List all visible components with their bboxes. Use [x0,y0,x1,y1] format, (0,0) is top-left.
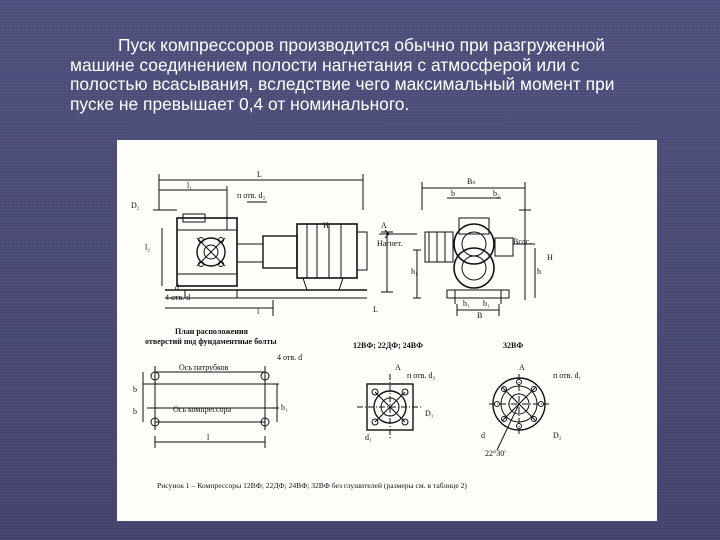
front-vsas: Всас. [513,237,532,246]
dim-d: d [175,283,179,292]
flange2-angle: 22°30′ [485,449,506,458]
dim-l1: l₁ [187,181,193,190]
flange2-A: A [519,363,525,372]
flange2-d: d [481,431,485,440]
front-b1-second: b₁ [483,299,490,308]
flange1-D1: D₁ [425,409,434,418]
front-H: H [547,253,553,262]
front-B: B [477,311,483,320]
plan-holes: 4 отв. d [277,353,303,362]
front-A: A [381,221,387,230]
front-b: b [451,189,455,198]
plan-b1: b₁ [281,403,288,412]
plan-title-2: отверстий под фундаментные болты [145,337,277,346]
front-L: L [373,305,378,314]
plan-axis-pipes: Ось патрубков [179,363,229,372]
slide-paragraph [70,36,710,114]
flange2-holes: п отв. d₁ [553,371,582,380]
front-Bn: Bₙ [467,177,476,186]
flange1-models: 12ВФ; 22ДФ; 24ВФ [353,341,424,350]
flange1-d1: d₁ [365,433,372,442]
plan-title-1: План расположения [175,327,248,336]
dim-l2: l₂ [145,243,151,252]
dim-D2: D₂ [131,201,140,210]
compressor-drawing [117,140,657,521]
flange2-D2: D₂ [553,431,562,440]
paragraph-line: пуске не превышает 0,4 от номинального. [70,93,410,114]
front-b2: b₂ [493,189,500,198]
plan-l: l [207,433,210,442]
dim-L: L [257,170,262,179]
dim-H: H [323,221,329,230]
flange2-model: 32ВФ [503,341,524,350]
plan-axis-comp: Ось компрессора [173,405,232,414]
drawing-svg [117,140,657,521]
plan-b-low: b [133,407,137,416]
flange1-holes: п отв. d₂ [407,371,436,380]
plan-b: b [133,385,137,394]
front-naget: Нагнет. [377,239,403,248]
paragraph-line: полостью всасывания, вследствие чего максимальный момент при [70,74,615,94]
front-b1: b₁ [463,299,470,308]
figure-caption: Рисунок 1 – Компрессоры 12ВФ; 22ДФ; 24ВФ; 32ВФ без глушителей (размеры см. в таблице 2) [157,481,467,490]
front-h: h [537,267,541,276]
dim-4holes: 4 отв. d [165,293,191,302]
dim-l: l [257,307,260,316]
front-h1: h₁ [411,267,418,276]
paragraph-line: Пуск компрессоров производится обычно при разгруженной [118,35,606,55]
paragraph-line: машине соединением полости нагнетания с атмосферой или с [70,54,580,75]
flange1-A: A [395,363,401,372]
dim-hole: п отв. d₂ [237,191,266,200]
